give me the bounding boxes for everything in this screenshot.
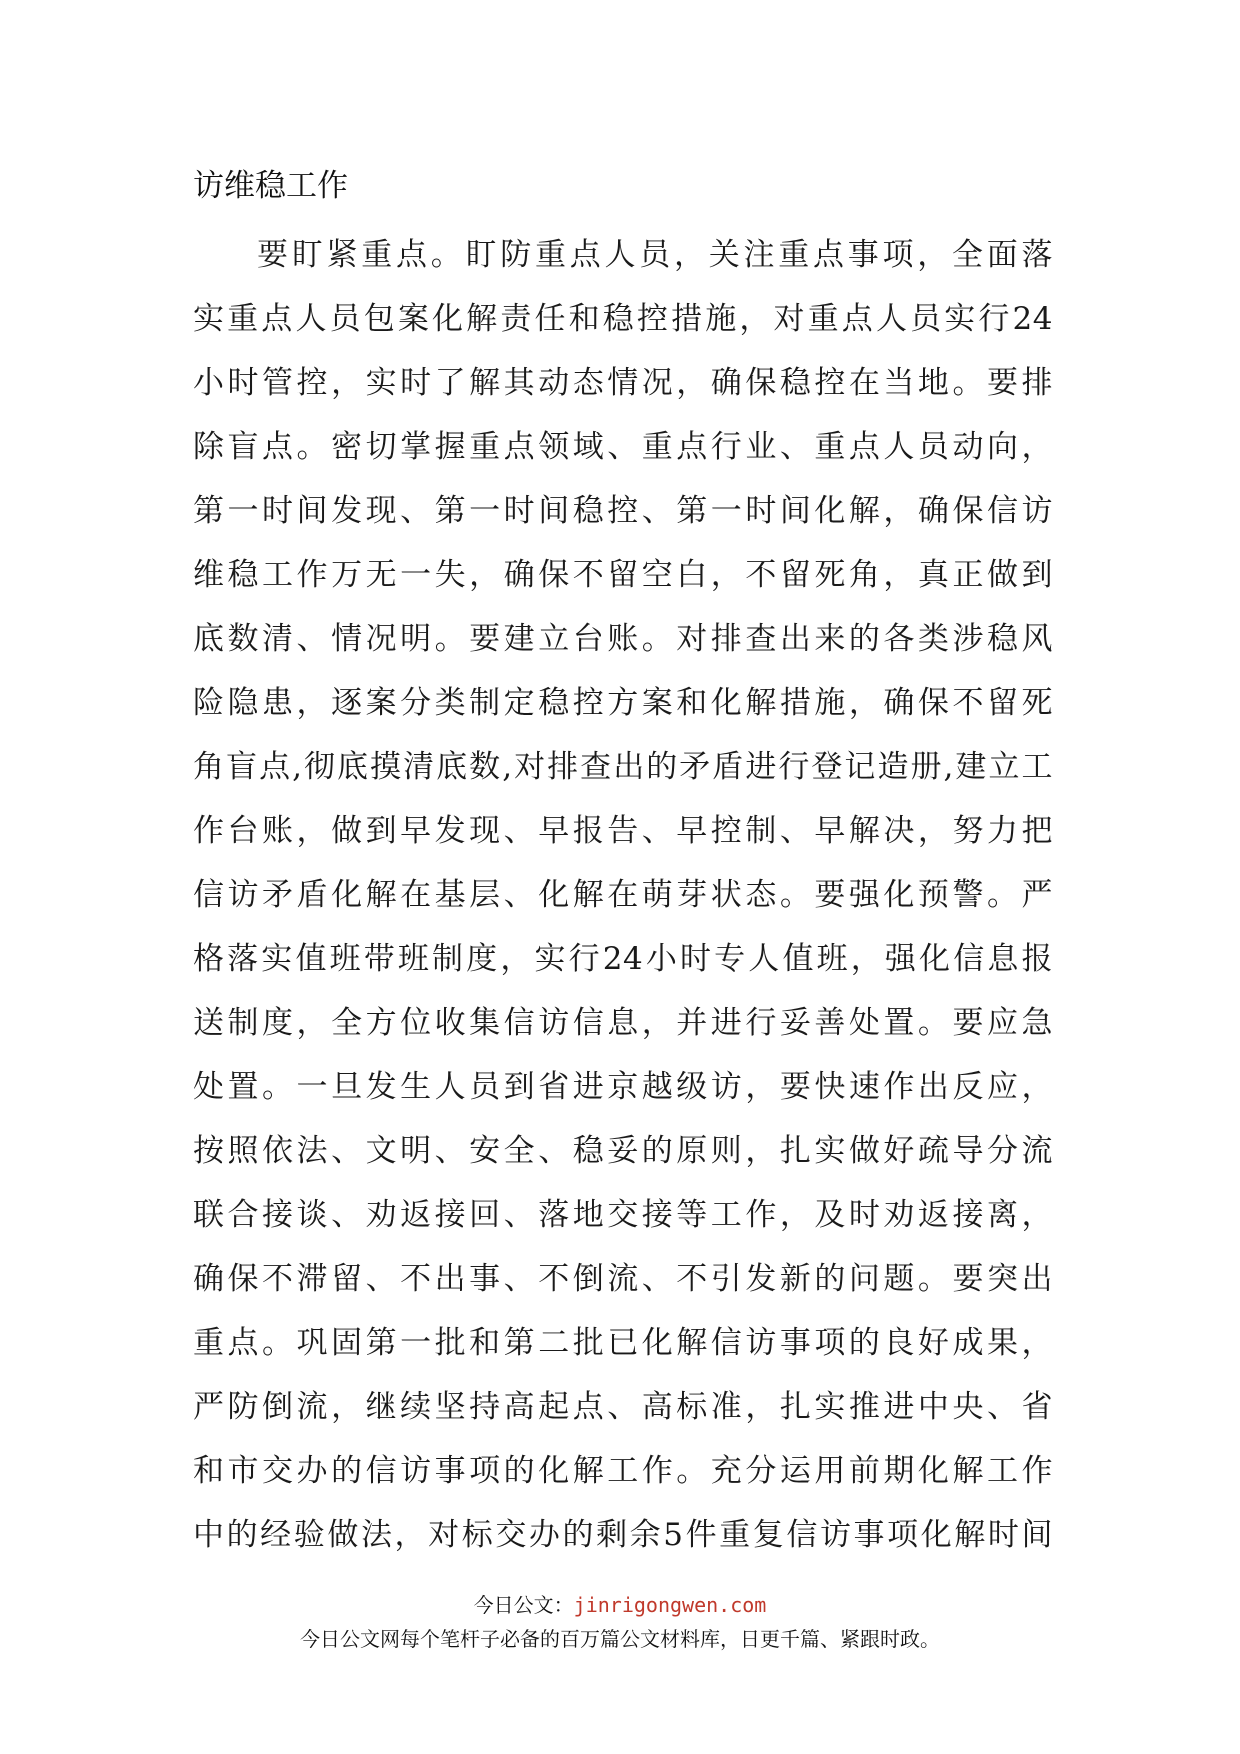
body-line: 和市交办的信访事项的化解工作。充分运用前期化解工作 [193,1453,1053,1489]
body-text [193,223,1053,1567]
body-line: 送制度，全方位收集信访信息，并进行妥善处置。要应急 [193,1005,1053,1041]
body-line: 要盯紧重点。盯防重点人员，关注重点事项，全面落 [257,237,1053,273]
body-line: 联合接谈、劝返接回、落地交接等工作，及时劝返接离， [193,1197,1053,1233]
footer-site-link[interactable]: jinrigongwen.com [573,1593,767,1617]
body-line: 除盲点。密切掌握重点领域、重点行业、重点人员动向， [193,429,1053,465]
body-line: 重点。巩固第一批和第二批已化解信访事项的良好成果， [193,1325,1053,1361]
body-line: 严防倒流，继续坚持高起点、高标准，扎实推进中央、省 [193,1389,1053,1425]
body-line: 第一时间发现、第一时间稳控、第一时间化解，确保信访 [193,493,1053,529]
body-line: 信访矛盾化解在基层、化解在萌芽状态。要强化预警。严 [193,877,1053,913]
body-line: 险隐患，逐案分类制定稳控方案和化解措施，确保不留死 [193,685,1053,721]
body-line: 角盲点,彻底摸清底数,对排查出的矛盾进行登记造册,建立工 [193,749,1053,785]
footer-site-label: 今日公文： [473,1593,574,1617]
body-line: 实重点人员包案化解责任和稳控措施，对重点人员实行24 [193,301,1053,337]
footer-site [0,1591,1240,1619]
section-heading: 访维稳工作 [193,168,348,204]
body-line: 作台账，做到早发现、早报告、早控制、早解决，努力把 [193,813,1053,849]
body-line: 按照依法、文明、安全、稳妥的原则，扎实做好疏导分流 [193,1133,1053,1169]
body-line: 格落实值班带班制度，实行24小时专人值班，强化信息报 [193,941,1053,977]
body-line: 小时管控，实时了解其动态情况，确保稳控在当地。要排 [193,365,1053,401]
body-line: 维稳工作万无一失，确保不留空白，不留死角，真正做到 [193,557,1053,593]
body-line: 底数清、情况明。要建立台账。对排查出来的各类涉稳风 [193,621,1053,657]
body-line: 确保不滞留、不出事、不倒流、不引发新的问题。要突出 [193,1261,1053,1297]
body-line: 中的经验做法，对标交办的剩余5件重复信访事项化解时间 [193,1517,1053,1553]
body-line: 处置。一旦发生人员到省进京越级访，要快速作出反应， [193,1069,1053,1105]
footer-slogan: 今日公文网每个笔杆子必备的百万篇公文材料库，日更千篇、紧跟时政。 [300,1627,940,1651]
